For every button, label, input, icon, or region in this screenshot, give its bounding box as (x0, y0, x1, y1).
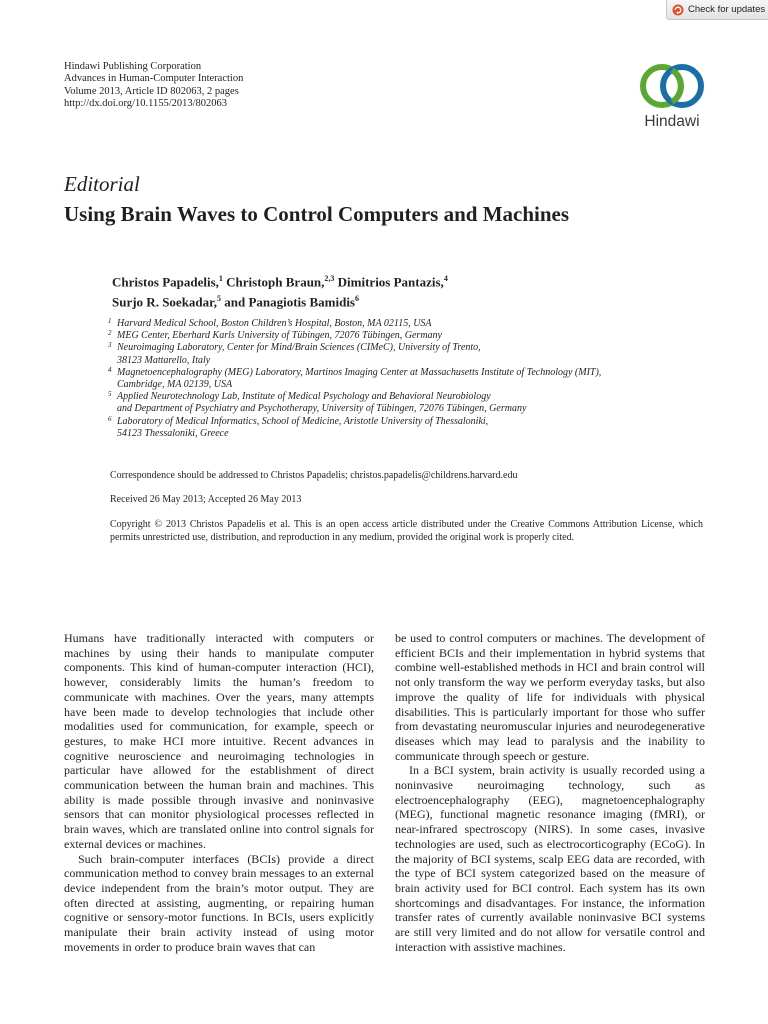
correspondence-note: Correspondence should be addressed to Christos Papadelis; christos.papadelis@childrens.harvard.edu (110, 470, 518, 481)
body-paragraph: Humans have traditionally interacted with computers or machines by using their hands to manipulate computer components. This kind of human-computer interaction (HCI), however, considerably limits the human’s freedom to communicate with machines. Over the years, many attempts have been made to develop technologies that include other modalities used for communication, for example, speech or gestures, to make HCI more intuitive. Recent advances in cognitive neuroscience and neuroimaging technologies in particular have allowed for the establishment of direct communication between the human brain and machines. This ability is made possible through invasive and noninvasive sensors that can monitor physiological processes reflected in brain waves, which are translated online into control signals for external devices or machines. (64, 631, 374, 851)
body-paragraph: be used to control computers or machines. The development of efficient BCIs and their implementation in hybrid systems that combine well-established methods in HCI and brain control will not only transform the way we perform everyday tasks, but also improve the quality of life for individuals with physical disabilities. This is particularly important for those who suffer from devastating neuromuscular injuries and neurodegenerative diseases which may lead to paralysis and the inability to communicate through speech or gesture. (395, 631, 705, 763)
affiliation-number: 3 (108, 341, 112, 350)
affiliation-line: 54123 Thessaloniki, Greece (117, 427, 229, 439)
affiliation-item (108, 342, 601, 366)
affiliation-line: MEG Center, Eberhard Karls University of Tübingen, 72076 Tübingen, Germany (117, 330, 442, 342)
refresh-icon (672, 4, 684, 16)
author-affiliation-ref: 6 (355, 294, 359, 304)
affiliation-line: 38123 Mattarello, Italy (117, 354, 211, 366)
author-name: Christos Papadelis, (112, 274, 219, 290)
journal-name: Advances in Human-Computer Interaction (64, 73, 244, 85)
author-affiliation-ref: 2,3 (324, 274, 335, 283)
affiliation-line: Harvard Medical School, Boston Children’s Hospital, Boston, MA 02115, USA (117, 318, 432, 329)
article-title: Using Brain Waves to Control Computers and Machines (64, 202, 570, 226)
affiliation-number: 5 (108, 390, 112, 399)
body-paragraph: Such brain-computer interfaces (BCIs) provide a direct communication method to convey brain messages to an external device independent from the brain’s motor output. They are often directed at assisting, augmenting, or repairing human cognitive or sensory-motor functions. In BCIs, users explicitly manipulate their brain activity instead of using motor movements in order to produce brain waves that can (64, 851, 374, 954)
doi-link[interactable]: http://dx.doi.org/10.1155/2013/802063 (64, 98, 228, 110)
article-type: Editorial (64, 172, 140, 196)
author-affiliation-ref: 5 (216, 294, 221, 304)
author-name: Christoph Braun, (226, 274, 325, 290)
affiliation-line: Cambridge, MA 02139, USA (117, 379, 233, 391)
affiliation-item (108, 416, 601, 440)
copyright-notice: Copyright © 2013 Christos Papadelis et al. This is an open access article distributed under the Creative Commons Attribution License, which permits unrestricted use, distribution, and reproduction in any medium, provided the original work is properly cited. (110, 519, 703, 543)
author-name: Dimitrios Pantazis, (337, 274, 444, 290)
affiliation-number: 1 (108, 317, 112, 325)
publisher: Hindawi Publishing Corporation (64, 61, 202, 72)
affiliation-list (108, 318, 601, 440)
affiliation-line: Magnetoencephalography (MEG) Laboratory, Martinos Imaging Center at Massachusetts Institute of Technology (MIT), (117, 366, 602, 378)
author-list (112, 270, 448, 311)
affiliation-line: and Department of Psychiatry and Psychotherapy, University of Tübingen, 72076 Tübingen, Germany (117, 403, 527, 415)
affiliation-item (108, 367, 601, 391)
affiliation-number: 6 (108, 414, 112, 423)
received-dates: Received 26 May 2013; Accepted 26 May 2013 (110, 494, 302, 505)
affiliation-item (108, 318, 601, 330)
affiliation-item (108, 330, 601, 342)
body-paragraph: In a BCI system, brain activity is usually recorded using a noninvasive neuroimaging technology, such as electroencephalography (EEG), magnetoencephalography (MEG), functional magnetic resonance imaging (fMRI), or near-infrared spectroscopy (NIRS). In some cases, invasive technologies are used, such as electrocorticography (ECoG). In the majority of BCI systems, scalp EEG data are recorded, with the type of BCI system categorized based on the measure of brain activity used for BCI control. Each system has its own shortcomings and disadvantages. For instance, the information transfer rates of currently available noninvasive BCI systems are still very limited and do not allow for versatile control and interaction with assistive machines. (395, 763, 705, 954)
affiliation-number: 2 (108, 329, 112, 338)
affiliation-number: 4 (108, 365, 112, 374)
check-for-updates-button[interactable] (666, 0, 768, 20)
affiliation-item (108, 391, 601, 415)
author-name: and Panagiotis Bamidis (224, 294, 355, 310)
author-affiliation-ref: 4 (443, 274, 448, 283)
author-name: Surjo R. Soekadar, (112, 294, 217, 310)
affiliation-line: Neuroimaging Laboratory, Center for Mind/Brain Sciences (CIMeC), University of Trento, (117, 342, 481, 354)
affiliation-line: Applied Neurotechnology Lab, Institute of Medical Psychology and Behavioral Neurobiology (117, 391, 491, 403)
check-for-updates-label: Check for updates (688, 4, 766, 15)
hindawi-wordmark: Hindawi (644, 113, 700, 130)
volume-info: Volume 2013, Article ID 802063, 2 pages (64, 85, 239, 97)
body-column-right (395, 631, 705, 954)
author-affiliation-ref: 1 (218, 274, 223, 283)
journal-header (64, 61, 243, 111)
affiliation-line: Laboratory of Medical Informatics, School of Medicine, Aristotle University of Thessaloniki, (117, 415, 489, 427)
body-column-left (64, 631, 374, 954)
